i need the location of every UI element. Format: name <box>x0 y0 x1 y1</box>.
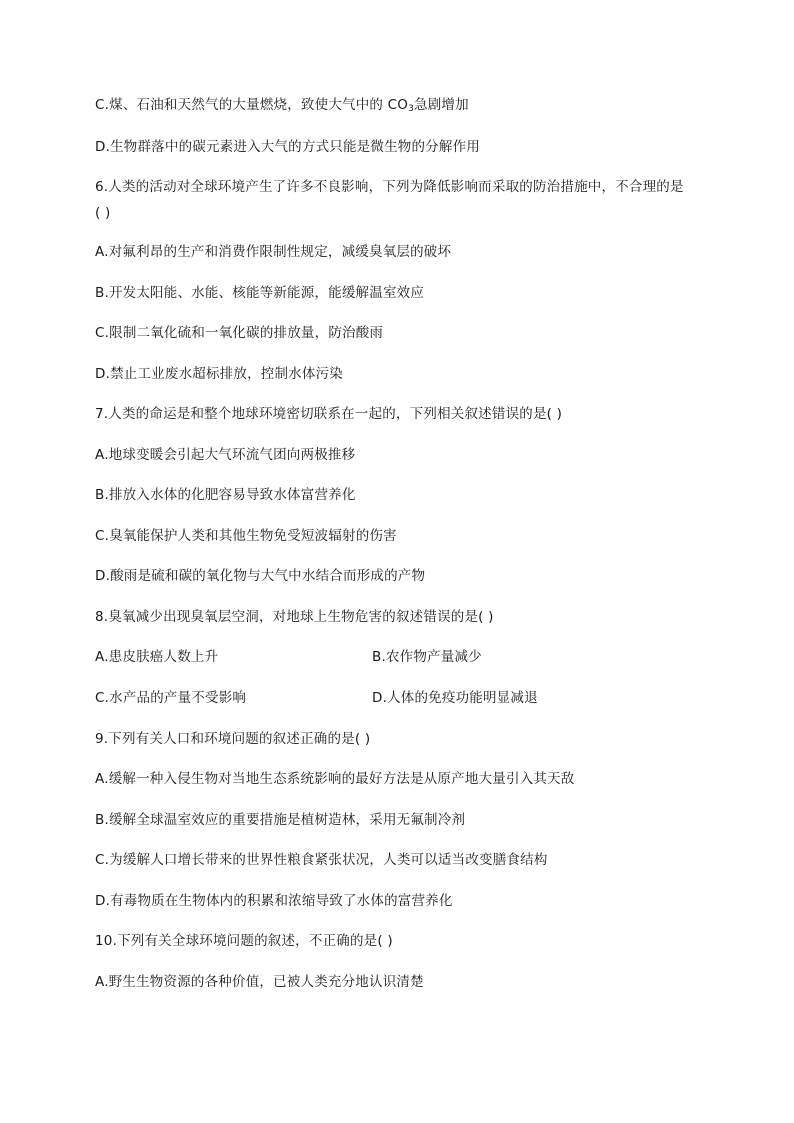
option-q8-b: B.农作物产量减少 <box>372 649 482 665</box>
option-q8-d: D.人体的免疫功能明显减退 <box>372 690 538 706</box>
option-q9-d: D.有毒物质在生物体内的积累和浓缩导致了水体的富营养化 <box>95 893 453 909</box>
question-8-stem: 8.臭氧减少出现臭氧层空洞，对地球上生物危害的叙述错误的是( ) <box>95 609 494 625</box>
option-q10-a: A.野生生物资源的各种价值，已被人类充分地认识清楚 <box>95 974 424 990</box>
option-q7-d: D.酸雨是硫和碳的氧化物与大气中水结合而形成的产物 <box>95 568 426 584</box>
option-q7-a: A.地球变暖会引起大气环流气团向两极推移 <box>95 447 356 463</box>
option-text: 急剧增加 <box>414 97 469 113</box>
option-q8-c: C.水产品的产量不受影响 <box>95 690 247 706</box>
option-q7-b: B.排放入水体的化肥容易导致水体富营养化 <box>95 487 356 503</box>
option-q5-d: D.生物群落中的碳元素进入大气的方式只能是微生物的分解作用 <box>95 139 480 155</box>
option-q8-a: A.患皮肤癌人数上升 <box>95 649 219 665</box>
option-q5-c <box>95 96 469 114</box>
question-6-stem: 6.人类的活动对全球环境产生了许多不良影响，下列为降低影响而采取的防治措施中，不合理的是 <box>95 179 684 195</box>
question-9-stem: 9.下列有关人口和环境问题的叙述正确的是( ) <box>95 731 371 747</box>
option-q9-c: C.为缓解人口增长带来的世界性粮食紧张状况，人类可以适当改变膳食结构 <box>95 852 548 868</box>
question-10-stem: 10.下列有关全球环境问题的叙述，不正确的是( ) <box>95 933 393 949</box>
option-text: C.煤、石油和天然气的大量燃烧，致使大气中的 CO <box>95 97 409 113</box>
question-6-bracket: ( ) <box>95 205 111 221</box>
option-q6-c: C.限制二氧化硫和一氧化碳的排放量，防治酸雨 <box>95 325 384 341</box>
option-q7-c: C.臭氧能保护人类和其他生物免受短波辐射的伤害 <box>95 528 397 544</box>
option-q6-b: B.开发太阳能、水能、核能等新能源，能缓解温室效应 <box>95 285 425 301</box>
subscript: 3 <box>408 104 414 114</box>
option-q9-b: B.缓解全球温室效应的重要措施是植树造林，采用无氟制冷剂 <box>95 812 466 828</box>
option-q9-a: A.缓解一种入侵生物对当地生态系统影响的最好方法是从原产地大量引入其天敌 <box>95 771 575 787</box>
option-q6-a: A.对氟利昂的生产和消费作限制性规定，减缓臭氧层的破坏 <box>95 244 452 260</box>
option-q6-d: D.禁止工业废水超标排放，控制水体污染 <box>95 366 343 382</box>
question-7-stem: 7.人类的命运是和整个地球环境密切联系在一起的，下列相关叙述错误的是( ) <box>95 406 563 422</box>
